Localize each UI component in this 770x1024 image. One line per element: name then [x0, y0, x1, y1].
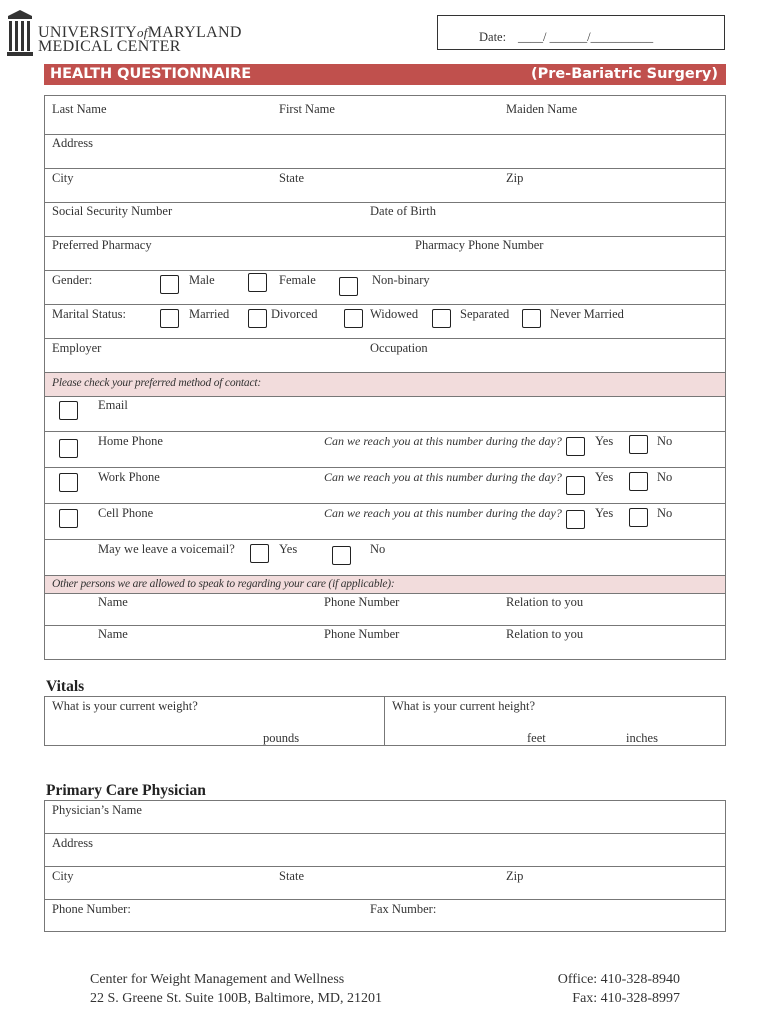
pcp-fax-field[interactable]: Fax Number: [370, 902, 437, 916]
row-divider [44, 593, 726, 594]
umm-logo-icon [6, 8, 34, 58]
weight-question: What is your current weight? [52, 699, 198, 713]
employer-field[interactable]: Employer [52, 341, 102, 355]
title-bar [44, 64, 726, 85]
pcp-name-field[interactable]: Physician’s Name [52, 803, 142, 817]
work-phone-yes-checkbox[interactable] [566, 476, 585, 495]
home-phone-no-label: No [657, 434, 673, 448]
pcp-city-field[interactable]: City [52, 869, 74, 883]
address-field[interactable]: Address [52, 136, 93, 150]
form-subtitle: (Pre-Bariatric Surgery) [530, 66, 718, 82]
row-divider [44, 134, 726, 135]
maiden-name-field[interactable]: Maiden Name [506, 102, 578, 116]
height-question: What is your current height? [392, 699, 536, 713]
row-divider [44, 866, 726, 867]
row-divider [44, 270, 726, 271]
row-divider [44, 396, 726, 397]
university-logo [6, 8, 34, 58]
email-checkbox[interactable] [59, 401, 78, 420]
row-divider [44, 575, 726, 576]
home-phone-label: Home Phone [98, 434, 163, 448]
cell-phone-yes-label: Yes [595, 506, 614, 520]
home-phone-checkbox[interactable] [59, 439, 78, 458]
home-phone-yes-label: Yes [595, 434, 614, 448]
other-persons-prompt: Other persons we are allowed to speak to regarding your care (if applicable): [52, 578, 395, 590]
vitals-divider [384, 696, 385, 746]
marital-widowed-label: Widowed [370, 307, 419, 321]
ssn-field[interactable]: Social Security Number [52, 204, 173, 218]
row-divider [44, 236, 726, 237]
logo-text-line2: MEDICAL CENTER [38, 38, 181, 55]
row-divider [44, 899, 726, 900]
form-title: HEALTH QUESTIONNAIRE [50, 66, 252, 82]
voicemail-no-checkbox[interactable] [332, 546, 351, 565]
work-phone-yes-label: Yes [595, 470, 614, 484]
email-label: Email [98, 398, 128, 412]
last-name-field[interactable]: Last Name [52, 102, 107, 116]
other-person-1-phone[interactable]: Phone Number [324, 595, 400, 609]
voicemail-yes-checkbox[interactable] [250, 544, 269, 563]
marital-never-married-checkbox[interactable] [522, 309, 541, 328]
row-divider [44, 304, 726, 305]
cell-phone-yes-checkbox[interactable] [566, 510, 585, 529]
marital-never-married-label: Never Married [550, 307, 624, 321]
other-person-2-relation[interactable]: Relation to you [506, 627, 584, 641]
pharmacy-phone-field[interactable]: Pharmacy Phone Number [415, 238, 544, 252]
work-phone-checkbox[interactable] [59, 473, 78, 492]
voicemail-question: May we leave a voicemail? [98, 542, 235, 556]
marital-widowed-checkbox[interactable] [344, 309, 363, 328]
cell-phone-checkbox[interactable] [59, 509, 78, 528]
marital-separated-checkbox[interactable] [432, 309, 451, 328]
row-divider [44, 467, 726, 468]
zip-field[interactable]: Zip [506, 171, 524, 185]
row-divider [44, 503, 726, 504]
height-feet-field[interactable]: feet [527, 731, 546, 745]
gender-nonbinary-label: Non-binary [372, 273, 430, 287]
other-person-2-name[interactable]: Name [98, 627, 128, 641]
pharmacy-field[interactable]: Preferred Pharmacy [52, 238, 152, 252]
pcp-heading: Primary Care Physician [46, 782, 206, 799]
footer-center-name: Center for Weight Management and Wellness [90, 972, 345, 987]
row-divider [44, 202, 726, 203]
contact-method-prompt: Please check your preferred method of contact: [52, 377, 262, 389]
footer-office-phone: Office: 410-328-8940 [557, 972, 680, 987]
voicemail-yes-label: Yes [279, 542, 298, 556]
row-divider [44, 168, 726, 169]
cell-phone-no-checkbox[interactable] [629, 508, 648, 527]
state-field[interactable]: State [279, 171, 304, 185]
cell-phone-reach-question: Can we reach you at this number during the day? [324, 506, 562, 520]
other-person-1-relation[interactable]: Relation to you [506, 595, 584, 609]
marital-married-checkbox[interactable] [160, 309, 179, 328]
date-field[interactable] [437, 15, 725, 50]
date-blanks: ____/ ______/__________ [518, 30, 654, 44]
weight-field[interactable]: pounds [263, 731, 300, 745]
work-phone-label: Work Phone [98, 470, 160, 484]
marital-divorced-label: Divorced [271, 307, 318, 321]
work-phone-no-checkbox[interactable] [629, 472, 648, 491]
marital-label: Marital Status: [52, 307, 126, 321]
row-divider [44, 338, 726, 339]
row-divider [44, 625, 726, 626]
gender-label: Gender: [52, 273, 93, 287]
height-inches-field[interactable]: inches [626, 731, 658, 745]
row-divider [44, 431, 726, 432]
voicemail-no-label: No [370, 542, 386, 556]
other-person-2-phone[interactable]: Phone Number [324, 627, 400, 641]
logo-text-line1: UNIVERSITYofMARYLAND [38, 24, 242, 41]
work-phone-reach-question: Can we reach you at this number during the day? [324, 470, 562, 484]
marital-divorced-checkbox[interactable] [248, 309, 267, 328]
home-phone-reach-question: Can we reach you at this number during the day? [324, 434, 562, 448]
pcp-address-field[interactable]: Address [52, 836, 93, 850]
cell-phone-label: Cell Phone [98, 506, 154, 520]
cell-phone-no-label: No [657, 506, 673, 520]
row-divider [44, 539, 726, 540]
vitals-heading: Vitals [46, 678, 85, 695]
date-label: Date: [479, 30, 507, 44]
gender-female-checkbox[interactable] [248, 273, 267, 292]
gender-male-label: Male [189, 273, 215, 287]
marital-separated-label: Separated [460, 307, 510, 321]
row-divider [44, 833, 726, 834]
marital-married-label: Married [189, 307, 230, 321]
footer-fax: Fax: 410-328-8997 [572, 991, 680, 1006]
home-phone-no-checkbox[interactable] [629, 435, 648, 454]
pcp-zip-field[interactable]: Zip [506, 869, 524, 883]
home-phone-yes-checkbox[interactable] [566, 437, 585, 456]
gender-female-label: Female [279, 273, 316, 287]
dob-field[interactable]: Date of Birth [370, 204, 436, 218]
work-phone-no-label: No [657, 470, 673, 484]
other-person-1-name[interactable]: Name [98, 595, 128, 609]
occupation-field[interactable]: Occupation [370, 341, 428, 355]
city-field[interactable]: City [52, 171, 74, 185]
first-name-field[interactable]: First Name [279, 102, 335, 116]
gender-nonbinary-checkbox[interactable] [339, 277, 358, 296]
pcp-phone-field[interactable]: Phone Number: [52, 902, 131, 916]
footer-center-address: 22 S. Greene St. Suite 100B, Baltimore, MD, 21201 [90, 991, 383, 1006]
pcp-state-field[interactable]: State [279, 869, 304, 883]
gender-male-checkbox[interactable] [160, 275, 179, 294]
